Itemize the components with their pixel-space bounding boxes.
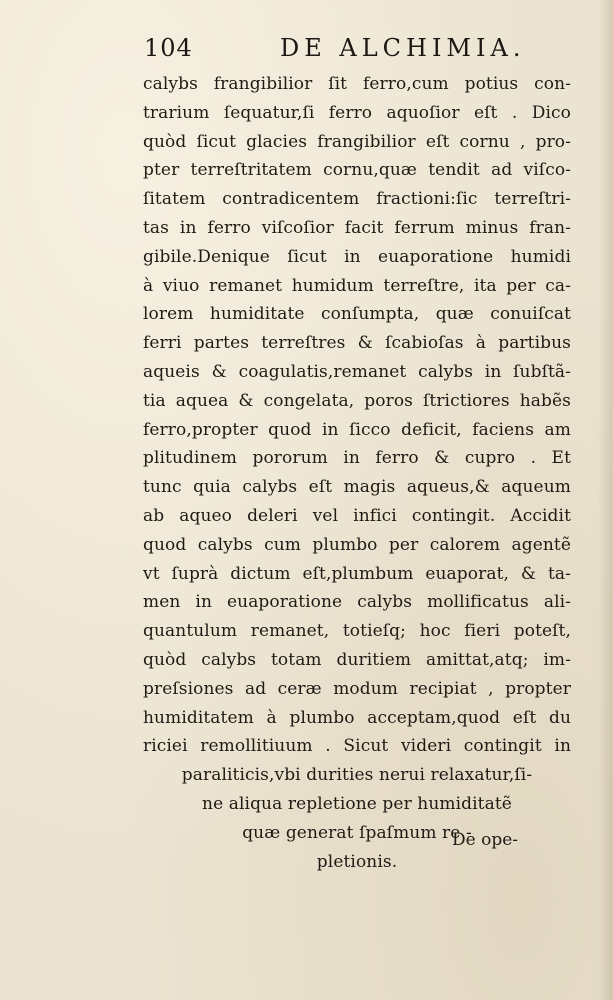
text-line: quod calybs cum plumbo per calorem agentẽ — [143, 534, 571, 555]
text-line: quantulum remanet, totieſq; hoc fieri poteſt, — [143, 621, 571, 642]
text-line: gibile.Denique ſicut in euaporatione humidi — [143, 246, 571, 267]
text-line: aqueis & coagulatis,remanet calybs in ſubſtã- — [143, 361, 571, 382]
text-line: riciei remollitiuum . Sicut videri contingit in — [143, 736, 571, 757]
page-header — [144, 34, 544, 68]
text-line: tia aquea & congelata, poros ſtrictiores habẽs — [143, 390, 571, 411]
text-line: quòd calybs totam duritiem amittat,atq; im- — [143, 649, 571, 670]
text-line-taper: pletionis. — [316, 851, 398, 872]
text-line: plitudinem pororum in ferro & cupro . Et — [143, 448, 571, 469]
text-line: preſsiones ad ceræ modum recipiat , propter — [143, 678, 571, 699]
running-head: DE ALCHIMIA. — [280, 34, 526, 62]
text-line: men in euaporatione calybs mollificatus ali- — [143, 592, 571, 613]
text-line: lorem humiditate conſumpta, quæ conuiſcat — [143, 304, 571, 325]
text-line: vt ſuprà dictum eſt,plumbum euaporat, & ta- — [143, 563, 571, 584]
text-line-taper: quæ generat ſpaſmum re - — [242, 822, 472, 843]
catchword: De ope- — [452, 830, 519, 850]
text-line-taper: paraliticis,vbi durities nerui relaxatur,ſi- — [181, 765, 533, 786]
text-line: ferri partes terreſtres & ſcabioſas à partibus — [143, 333, 571, 354]
text-line: pter terreſtritatem cornu,quæ tendit ad viſco- — [143, 160, 571, 181]
page-edge-shadow — [598, 0, 612, 1000]
text-line: à viuo remanet humidum terreſtre, ita per ca- — [143, 275, 571, 296]
text-line: tas in ferro viſcoſior facit ferrum minus fran- — [143, 217, 571, 238]
text-line: humiditatem à plumbo acceptam,quod eſt du — [143, 707, 571, 728]
text-line: trarium ſequatur,ſi ferro aquoſior eſt . Dico — [143, 102, 571, 123]
text-line: ab aqueo deleri vel infici contingit. Accidit — [143, 505, 571, 526]
text-line: ſitatem contradicentem fractioni:ſic terreſtri- — [143, 189, 571, 210]
text-line-taper: ne aliqua repletione per humiditatẽ — [202, 793, 512, 814]
text-line: ferro,propter quod in ſicco deficit, faciens am — [143, 419, 571, 440]
text-line: tunc quia calybs eſt magis aqueus,& aqueum — [143, 477, 571, 498]
page-number: 104 — [144, 34, 193, 62]
main-text — [143, 70, 571, 876]
text-line: calybs frangibilior ſit ferro,cum potius con- — [143, 74, 571, 94]
text-line: quòd ſicut glacies frangibilior eſt cornu , pro- — [143, 131, 571, 152]
